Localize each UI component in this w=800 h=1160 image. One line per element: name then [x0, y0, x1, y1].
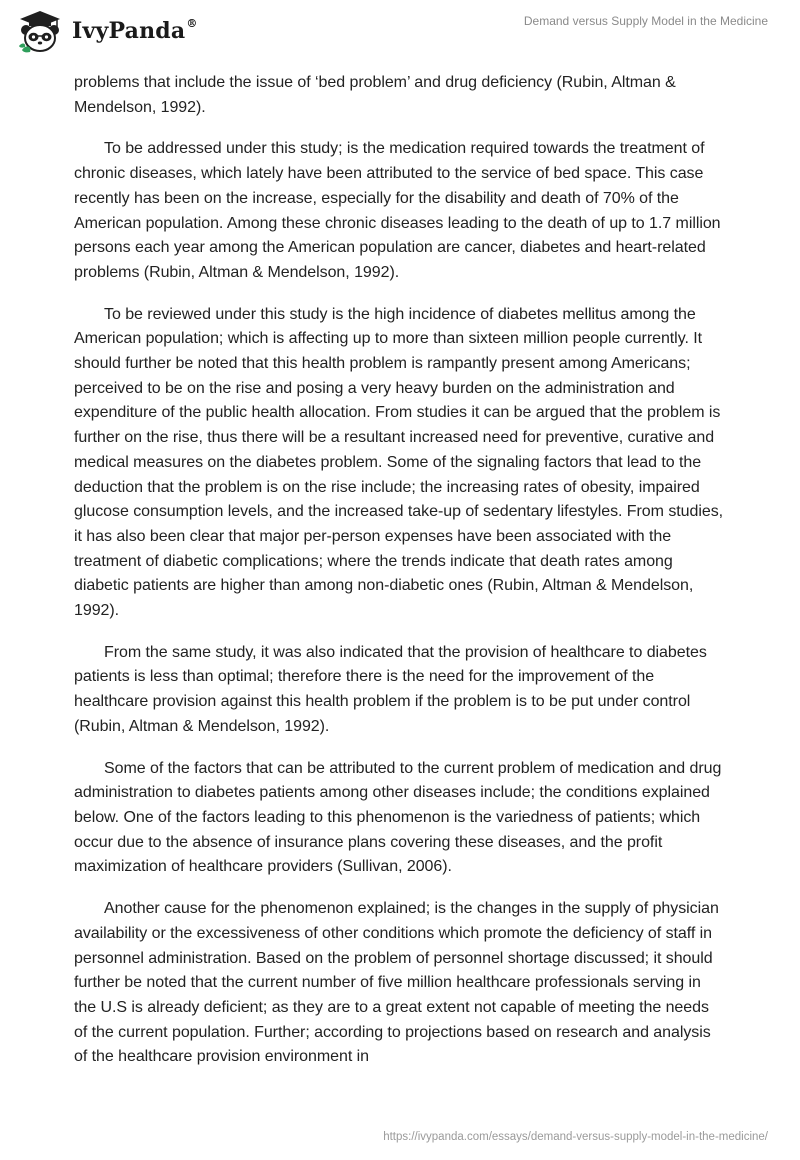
- paragraph-2: To be addressed under this study; is the medication required towards the treatment of chronic diseases, which lately have been attributed to the service of bed space. This case recently has been on the increase, especially for the disability and death of 70% of the American population. Among these chronic diseases leading to the death of up to 1.7 million persons each year among the American population are cancer, diabetes and heart-related problems (Rubin, Altman & Mendelson, 1992).: [74, 140, 721, 281]
- page-header: [0, 0, 800, 66]
- source-url-link[interactable]: https://ivypanda.com/essays/demand-versus-supply-model-in-the-medicine/: [383, 1131, 768, 1143]
- panda-graduate-logo-icon[interactable]: [16, 8, 64, 56]
- paragraph-1: problems that include the issue of ‘bed problem’ and drug deficiency (Rubin, Altman & Mendelson, 1992).: [74, 74, 676, 116]
- paragraph-5: Some of the factors that can be attributed to the current problem of medication and drug administration to diabetes patients among other diseases include; the conditions explained below. One of the factors leading to this phenomenon is the variedness of patients; which occur due to the absence of insurance plans covering these diseases, and the profit maximization of healthcare providers (Sullivan, 2006).: [74, 759, 722, 876]
- registered-mark: ®: [186, 16, 198, 30]
- brand-text: IvyPanda: [72, 18, 186, 44]
- brand-name[interactable]: [72, 18, 198, 44]
- paragraph-4: From the same study, it was also indicated that the provision of healthcare to diabetes patients is less than optimal; therefore there is the need for the improvement of the healthcare provision against this health problem if the problem is to be put under control (Rubin, Altman & Mendelson, 1992).: [74, 643, 707, 735]
- paragraph-6: Another cause for the phenomenon explained; is the changes in the supply of physician availability or the excessiveness of other conditions which promote the deficiency of staff in personnel administration. Based on the problem of personnel shortage discussed; it should further be noted that the current number of five million healthcare professionals serving in the U.S is already deficient; as they are to a great extent not capable of meeting the needs of the current population. Further; according to projections based on research and analysis of the healthcare provision environment in: [74, 900, 719, 1066]
- document-title: Demand versus Supply Model in the Medicine: [523, 14, 768, 28]
- paragraph-3: To be reviewed under this study is the high incidence of diabetes mellitus among the American population; which is affecting up to more than sixteen million people currently. It should further be noted that this health problem is rampantly present among Americans; perceived to be on the rise and posing a very heavy burden on the administration and expenditure of the public health allocation. From studies it can be argued that the problem is further on the rise, thus there will be a resultant increased need for preventive, curative and medical measures on the diabetes problem. Some of the signaling factors that lead to the deduction that the problem is on the rise include; the increasing rates of obesity, impaired glucose consumption levels, and the increased take-up of sedentary lifestyles. From studies, it has also been clear that major per-person expenses have been associated with the treatment of diabetic complications; where the trends indicate that death rates among diabetic patients are higher than among non-diabetic ones (Rubin, Altman & Mendelson, 1992).: [74, 305, 724, 620]
- essay-body: [74, 71, 726, 1087]
